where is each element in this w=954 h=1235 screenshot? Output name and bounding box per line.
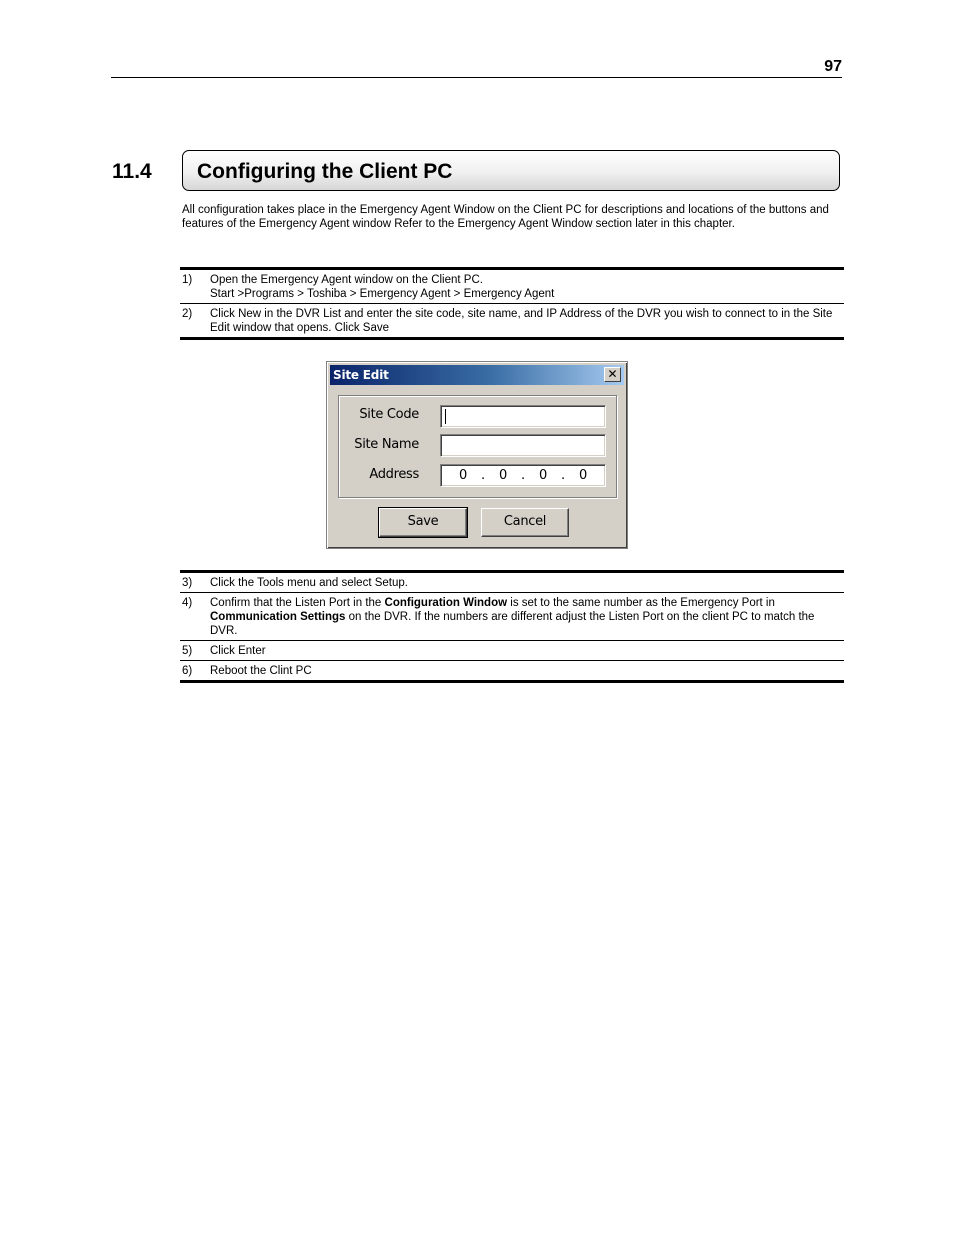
communication-settings-term: Communication Settings <box>210 611 346 623</box>
step-text: Click Enter <box>210 645 266 657</box>
ip-octet-1[interactable]: 0 <box>459 468 468 483</box>
header-rule <box>111 77 842 78</box>
step-row <box>180 660 844 680</box>
steps-table-second <box>180 570 844 683</box>
ip-octet-2[interactable]: 0 <box>499 468 508 483</box>
step-row <box>180 303 844 337</box>
close-icon[interactable]: ✕ <box>604 367 621 382</box>
step-text: Reboot the Clint PC <box>210 665 312 677</box>
ip-octet-3[interactable]: 0 <box>539 468 548 483</box>
site-name-label: Site Name <box>354 437 419 452</box>
steps-table-first <box>180 267 844 340</box>
step-row <box>180 592 844 640</box>
site-edit-dialog <box>326 361 628 549</box>
step-row <box>180 640 844 660</box>
ip-separator: . <box>481 468 486 483</box>
step-text-part: on the DVR. If the numbers are different adjust the Listen Port on the client PC to match the DVR. <box>210 611 815 637</box>
step-row <box>180 270 844 303</box>
page-number: 97 <box>824 58 842 75</box>
step-line: Open the Emergency Agent window on the Client PC. <box>210 274 483 286</box>
site-code-label: Site Code <box>359 407 419 422</box>
step-number: 1) <box>182 274 193 286</box>
step-row <box>180 573 844 592</box>
step-path: Start >Programs > Toshiba > Emergency Agent > Emergency Agent <box>210 288 555 300</box>
dialog-title: Site Edit <box>333 368 389 382</box>
step-text <box>210 273 844 301</box>
step-text: Click New in the DVR List and enter the site code, site name, and IP Address of the DVR you wish to connect to in the Site Edit window that opens. Click Save <box>210 308 833 334</box>
step-text <box>210 596 844 638</box>
ip-separator: . <box>521 468 526 483</box>
ip-octet-4[interactable]: 0 <box>579 468 588 483</box>
configuration-window-term: Configuration Window <box>384 597 508 609</box>
step-number: 4) <box>182 597 193 609</box>
step-text-part: is set to the same number as the Emergency Port in <box>507 597 775 609</box>
text-caret <box>445 409 446 424</box>
step-number: 2) <box>182 308 193 320</box>
step-text: Click the Tools menu and select Setup. <box>210 577 408 589</box>
section-title-box <box>182 150 840 191</box>
address-ip-input[interactable] <box>440 464 606 487</box>
section-number: 11.4 <box>112 160 152 183</box>
step-number: 5) <box>182 645 193 657</box>
site-code-input[interactable] <box>440 405 606 428</box>
site-name-input[interactable] <box>440 434 606 457</box>
intro-paragraph: All configuration takes place in the Emergency Agent Window on the Client PC for descriptions and locations of the buttons and features of the Emergency Agent window Refer to the Emergency Agent Window section later in this chapter. <box>182 204 829 230</box>
step-number: 6) <box>182 665 193 677</box>
ip-separator: . <box>561 468 566 483</box>
dialog-titlebar <box>330 365 624 385</box>
cancel-button[interactable]: Cancel <box>481 508 569 537</box>
step-text-part: Confirm that the Listen Port in the <box>210 597 385 609</box>
save-button[interactable]: Save <box>379 508 467 537</box>
fields-group <box>338 395 617 498</box>
step-number: 3) <box>182 577 193 589</box>
address-label: Address <box>369 467 419 482</box>
section-title: Configuring the Client PC <box>197 160 453 183</box>
